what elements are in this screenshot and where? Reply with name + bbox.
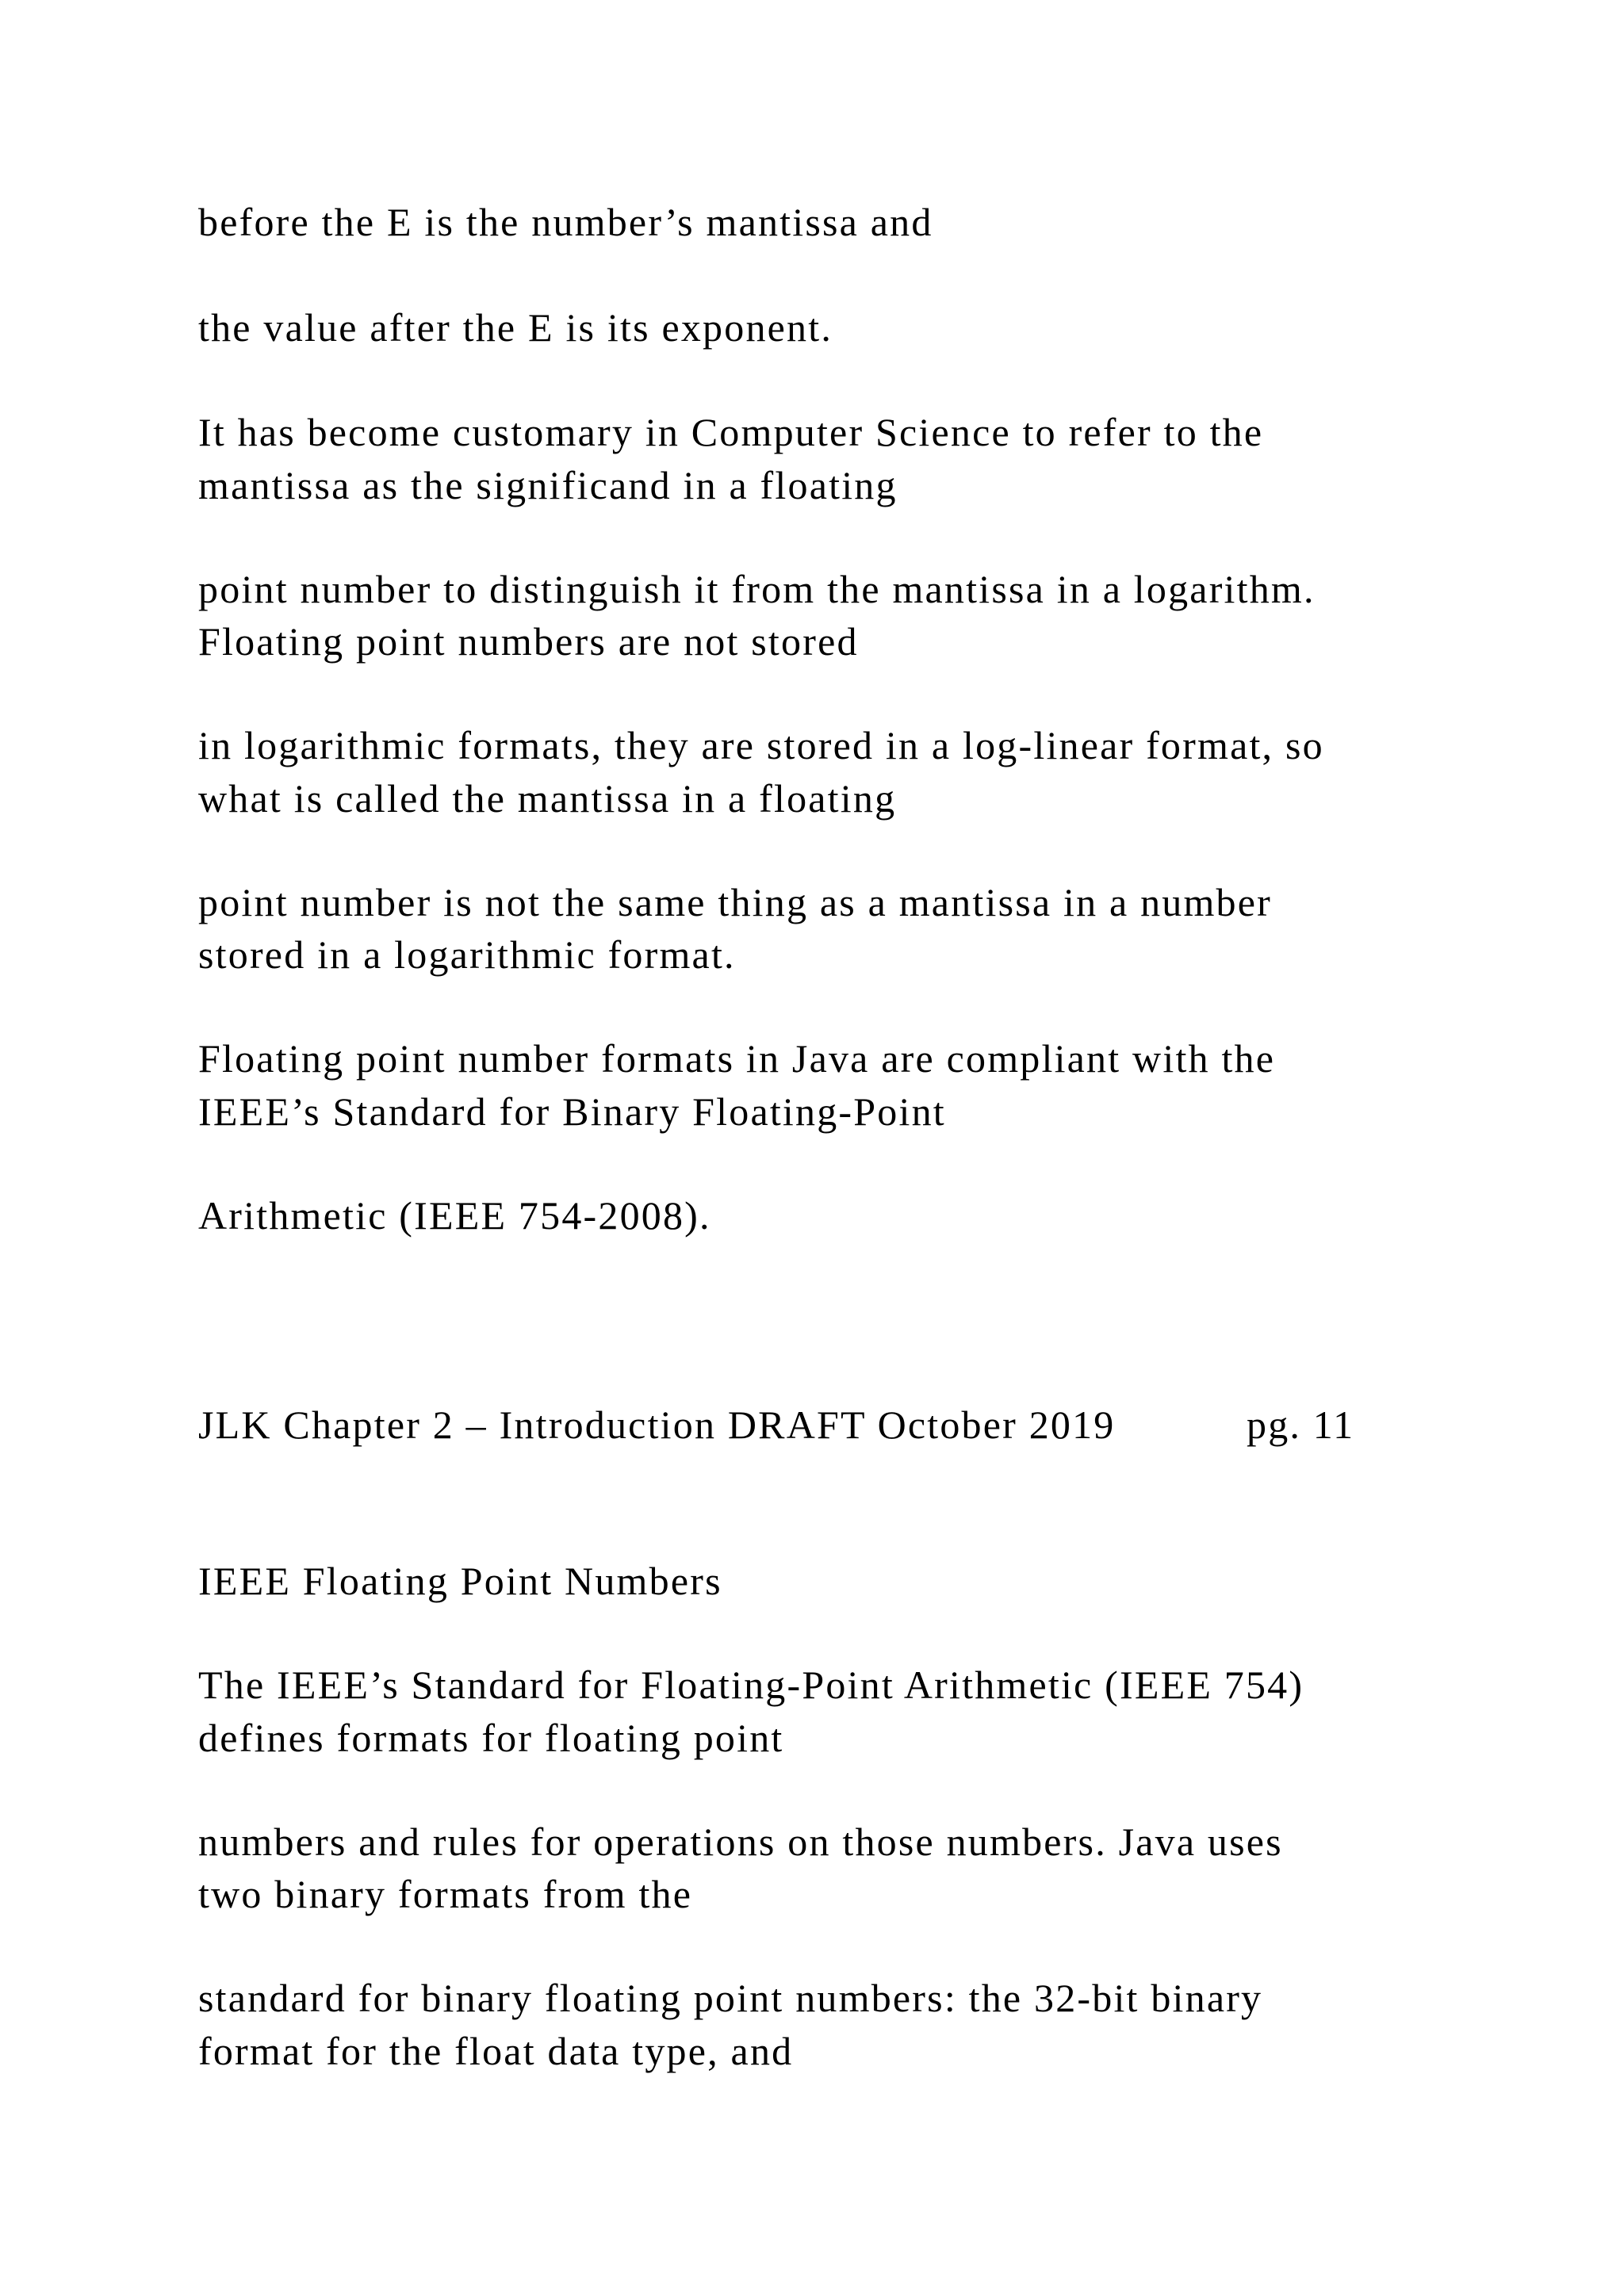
section-heading: IEEE Floating Point Numbers (198, 1559, 722, 1603)
paragraph-3-line-1: It has become customary in Computer Science to refer to the (198, 410, 1264, 454)
section-paragraph-2-line-2: two binary formats from the (198, 1872, 693, 1916)
paragraph-4-line-2: Floating point numbers are not stored (198, 619, 859, 664)
section-paragraph-2-line-1: numbers and rules for operations on those numbers. Java uses (198, 1820, 1283, 1864)
paragraph-7-line-2: IEEE’s Standard for Binary Floating-Point (198, 1089, 946, 1134)
paragraph-8-line-1: Arithmetic (IEEE 754-2008). (198, 1193, 711, 1238)
section-paragraph-1-line-2: defines formats for floating point (198, 1716, 784, 1760)
page-number: pg. 11 (1247, 1402, 1355, 1447)
paragraph-5-line-1: in logarithmic formats, they are stored in a log-linear format, so (198, 723, 1324, 767)
section-paragraph-3-line-1: standard for binary floating point numbers: the 32-bit binary (198, 1976, 1263, 2020)
paragraph-6-line-1: point number is not the same thing as a mantissa in a number (198, 880, 1272, 924)
paragraph-3-line-2: mantissa as the significand in a floating (198, 463, 898, 507)
section-paragraph-3-line-2: format for the float data type, and (198, 2029, 794, 2073)
paragraph-4-line-1: point number to distinguish it from the mantissa in a logarithm. (198, 567, 1316, 611)
paragraph-5-line-2: what is called the mantissa in a floating (198, 776, 897, 821)
section-paragraph-1-line-1: The IEEE’s Standard for Floating-Point Arithmetic (IEEE 754) (198, 1663, 1304, 1707)
paragraph-6-line-2: stored in a logarithmic format. (198, 932, 736, 977)
paragraph-1-line-1: before the E is the number’s mantissa and (198, 200, 933, 244)
paragraph-7-line-1: Floating point number formats in Java are compliant with the (198, 1036, 1276, 1081)
paragraph-2-line-1: the value after the E is its exponent. (198, 305, 833, 350)
footer-text: JLK Chapter 2 – Introduction DRAFT October 2019 (198, 1402, 1116, 1447)
